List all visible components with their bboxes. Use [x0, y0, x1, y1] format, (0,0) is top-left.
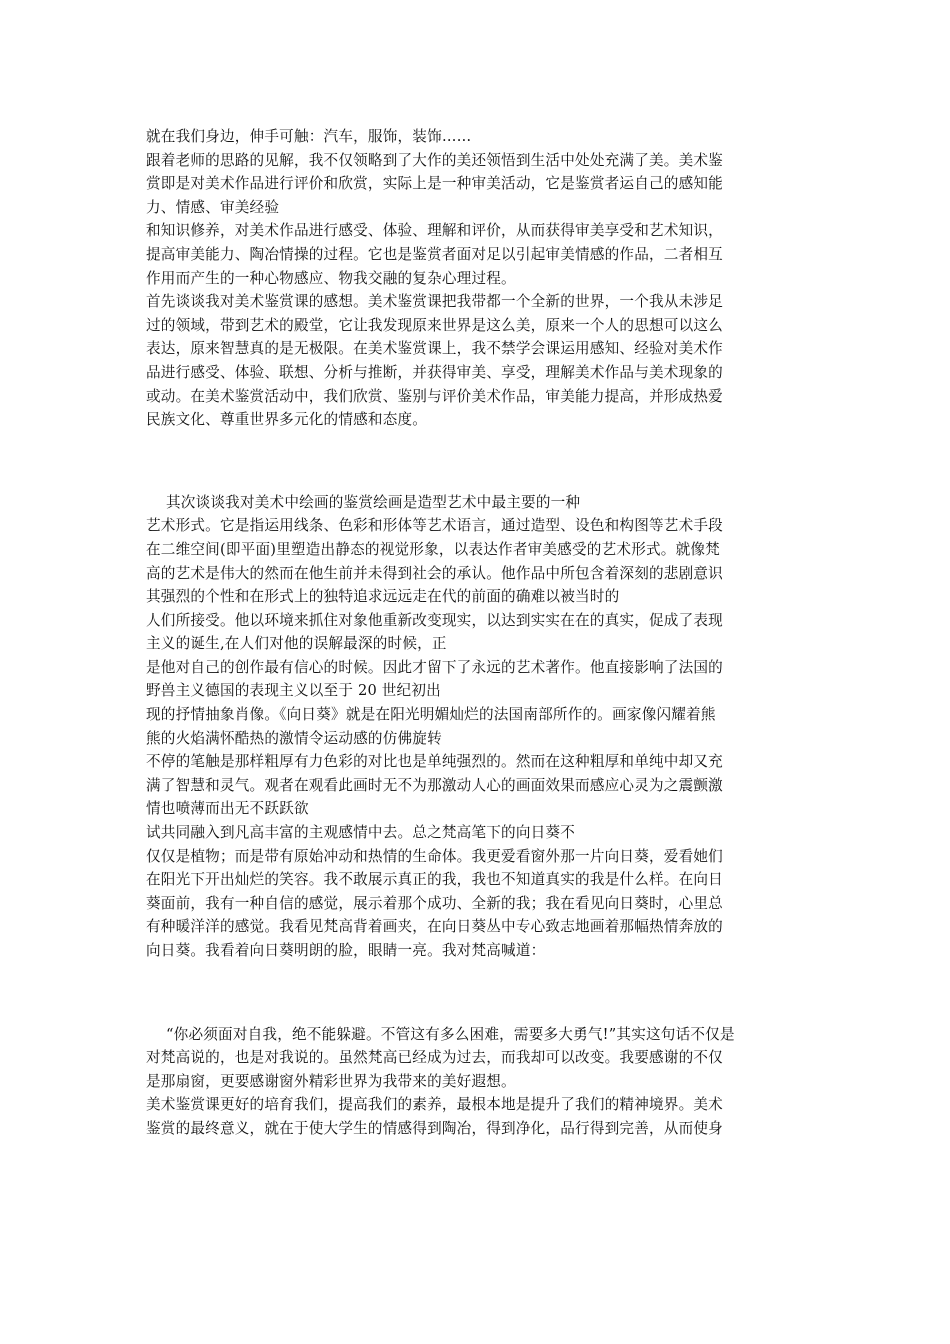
text-line: 对梵高说的，也是对我说的。虽然梵高已经成为过去，而我却可以改变。我要感谢的不仅: [146, 1049, 723, 1067]
text-line: 是他对自己的创作最有信心的时候。因此才留下了永远的艺术著作。他直接影响了法国的: [146, 658, 723, 676]
text-line: 是那扇窗，更要感谢窗外精彩世界为我带来的美好遐想。: [146, 1072, 516, 1090]
paragraph-block-3: [146, 1023, 806, 1141]
text-line: 力、情感、审美经验: [146, 198, 280, 216]
text-line: 野兽主义德国的表现主义以至于 20 世纪初出: [146, 682, 441, 700]
text-line: 就在我们身边，伸手可触：汽车，服饰，装饰……: [146, 128, 472, 145]
text-line: 艺术形式。它是指运用线条、色彩和形体等艺术语言，通过造型、设色和构图等艺术手段: [146, 517, 723, 535]
text-line: 有种暖洋洋的感觉。我看见梵高背着画夹，在向日葵丛中专心致志地画着那幅热情奔放的: [146, 918, 723, 936]
text-line: 首先谈谈我对美术鉴赏课的感想。美术鉴赏课把我带都一个全新的世界，一个我从未涉足: [146, 293, 723, 311]
text-line: 现的抒情抽象肖像。《向日葵》就是在阳光明媚灿烂的法国南部所作的。画家像闪耀着熊: [146, 706, 716, 724]
text-line: 主义的诞生,在人们对他的误解最深的时候，正: [146, 635, 447, 653]
text-line: 提高审美能力、陶冶情操的过程。它也是鉴赏者面对足以引起审美情感的作品，二者相互: [146, 245, 723, 263]
text-line: 不停的笔触是那样粗厚有力色彩的对比也是单纯强烈的。然而在这种粗厚和单纯中却又充: [146, 753, 723, 771]
text-line: 仅仅是植物；而是带有原始冲动和热情的生命体。我更爱看窗外那一片向日葵，爱看她们: [146, 847, 723, 865]
text-line: 熊的火焰满怀酷热的激情令运动感的仿佛旋转: [146, 729, 442, 747]
text-line: 美术鉴赏课更好的培育我们，提高我们的素养，最根本地是提升了我们的精神境界。美术: [146, 1096, 723, 1114]
text-line: 满了智慧和灵气。观者在观看此画时无不为那激动人心的画面效果而感应心灵为之震颤激: [146, 776, 723, 794]
text-line: 作用而产生的一种心物感应、物我交融的复杂心理过程。: [146, 269, 516, 287]
text-line: 葵面前，我有一种自信的感觉，展示着那个成功、全新的我；我在看见向日葵时，心里总: [146, 894, 723, 912]
paragraph-block-2: [146, 491, 806, 963]
text-line: 人们所接受。他以环境来抓住对象他重新改变现实，以达到实实在在的真实，促成了表现: [146, 611, 723, 629]
text-line: “你必须面对自我，绝不能躲避。不管这有多么困难，需要多大勇气!”其实这句话不仅是: [166, 1025, 735, 1043]
document-page: [146, 125, 806, 1141]
text-line: 赏即是对美术作品进行评价和欣赏，实际上是一种审美活动，它是鉴赏者运自己的感知能: [146, 175, 723, 193]
text-line: 在阳光下开出灿烂的笑容。我不敢展示真正的我，我也不知道真实的我是什么样。在向日: [146, 871, 723, 889]
text-line: 品进行感受、体验、联想、分析与推断，并获得审美、享受，理解美术作品与美术现象的: [146, 363, 723, 381]
paragraph-block-1: [146, 125, 806, 432]
text-line: 向日葵。我看着向日葵明朗的脸，眼睛一亮。我对梵高喊道：: [146, 942, 546, 959]
text-line: 鉴赏的最终意义，就在于使大学生的情感得到陶冶，得到净化，品行得到完善，从而使身: [146, 1119, 723, 1137]
text-line: 情也喷薄而出无不跃跃欲: [146, 800, 309, 818]
text-line: 和知识修养，对美术作品进行感受、体验、理解和评价，从而获得审美享受和艺术知识，: [146, 222, 723, 240]
text-line: 在二维空间(即平面)里塑造出静态的视觉形象，以表达作者审美感受的艺术形式。就像梵: [146, 540, 720, 558]
text-line: 其强烈的个性和在形式上的独特追求远远走在代的前面的确难以被当时的: [146, 588, 620, 606]
text-line: 跟着老师的思路的见解，我不仅领略到了大作的美还领悟到生活中处处充满了美。美术鉴: [146, 151, 723, 169]
text-line: 表达，原来智慧真的是无极限。在美术鉴赏课上，我不禁学会课运用感知、经验对美术作: [146, 340, 723, 358]
text-line: 或动。在美术鉴赏活动中，我们欣赏、鉴别与评价美术作品，审美能力提高，并形成热爱: [146, 387, 723, 405]
text-line: 民族文化、尊重世界多元化的情感和态度。: [146, 411, 428, 429]
text-line: 其次谈谈我对美术中绘画的鉴赏绘画是造型艺术中最主要的一种: [166, 493, 581, 511]
text-line: 试共同融入到凡高丰富的主观感情中去。总之梵高笔下的向日葵不: [146, 824, 576, 842]
text-line: 高的艺术是伟大的然而在他生前并未得到社会的承认。他作品中所包含着深刻的悲剧意识: [146, 564, 723, 582]
text-line: 过的领域，带到艺术的殿堂，它让我发现原来世界是这么美，原来一个人的思想可以这么: [146, 316, 723, 334]
